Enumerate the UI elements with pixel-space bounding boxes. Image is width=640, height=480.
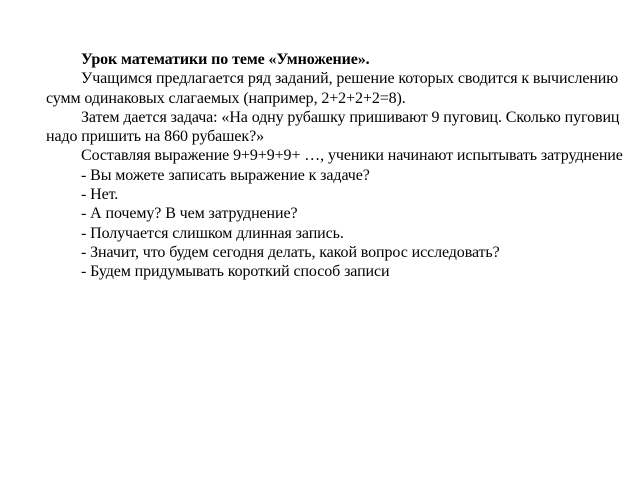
- paragraph-intro: Учащимся предлагается ряд заданий, решение которых сводится к вычислению сумм одинаковых слагаемых (например, 2+2+2+2=8).: [46, 70, 619, 107]
- dialogue-line: - Получается слишком длинная запись.: [81, 224, 344, 242]
- dialogue-line: - Будем придумывать короткий способ записи: [81, 263, 390, 281]
- paragraph-task: Затем дается задача: «На одну рубашку пришивают 9 пуговиц. Сколько пуговиц надо пришить на 860 рубашек?»: [46, 108, 620, 146]
- lesson-title: Урок математики по теме «Умножение».: [81, 51, 370, 68]
- dialogue-line: - А почему? В чем затруднение?: [81, 205, 298, 223]
- dialogue-line: - Вы можете записать выражение к задаче?: [81, 166, 370, 184]
- paragraph-difficulty: Составляя выражение 9+9+9+9+ …, ученики начинают испытывать затруднение: [81, 147, 623, 165]
- lesson-text: [46, 50, 626, 282]
- dialogue-line: - Нет.: [81, 186, 119, 204]
- dialogue-line: - Значит, что будем сегодня делать, какой вопрос исследовать?: [81, 243, 500, 261]
